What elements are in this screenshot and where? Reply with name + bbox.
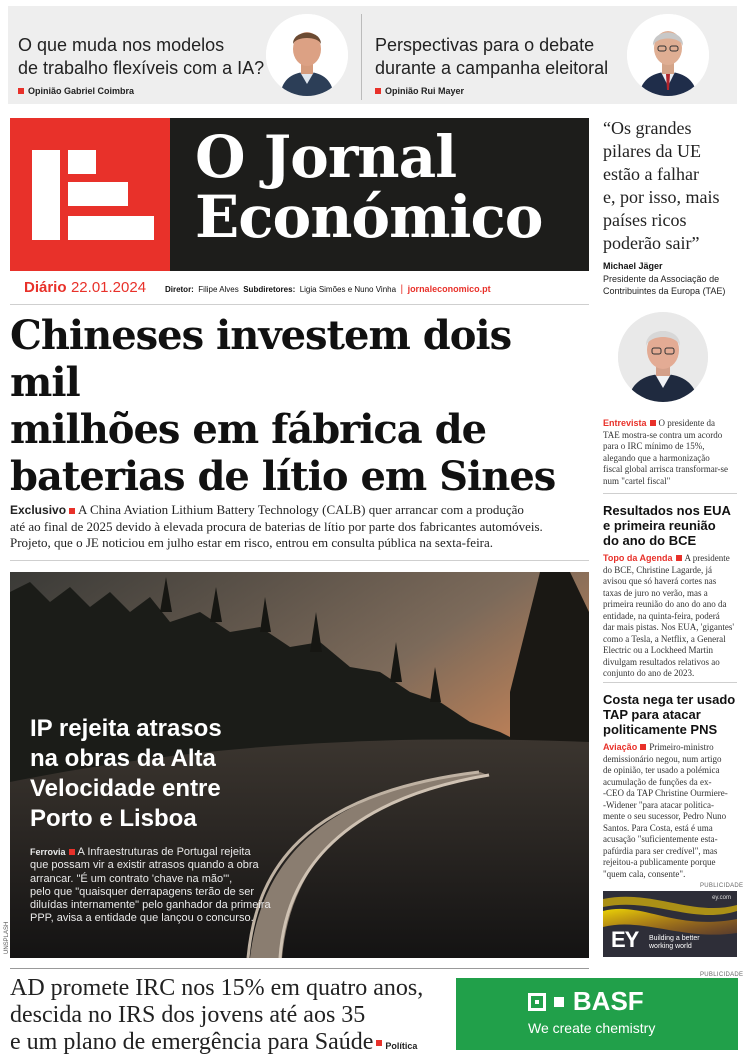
masthead-title: O Jornal Económico [195, 123, 543, 251]
opinion-divider [361, 14, 362, 100]
side-story-costa-kicker: Aviação [603, 742, 638, 752]
dateline-rule [10, 304, 589, 305]
basf-tagline: We create chemistry [528, 1020, 656, 1036]
interview-kicker: Entrevista [603, 418, 647, 428]
basf-bullet-icon [554, 997, 564, 1007]
interview-avatar [618, 312, 708, 402]
person-portrait-icon [266, 14, 348, 96]
opinion-2-byline: Opinião Rui Mayer [385, 86, 465, 96]
main-headline[interactable]: Chineses investem dois mil milhões em fábrica de baterias de lítio em Sines [10, 312, 556, 500]
main-lead: Exclusivo A China Aviation Lithium Battery Technology (CALB) quer arrancar com a produção até ao final de 2025 devido à elevada procura de baterias de lítio por parte dos fabricantes automóveis. Projeto, que o JE noticiou em julho estar em risco, entrou em consulta pública na sexta-feira. [10, 502, 543, 550]
lead-rule [10, 560, 589, 561]
opinion-2-avatar [627, 14, 709, 96]
basf-square-icon [528, 993, 546, 1011]
opinion-2[interactable] [375, 34, 625, 96]
basf-ad-label: PUBLICIDADE [700, 972, 744, 978]
website-link[interactable]: jornaleconomico.pt [407, 284, 491, 294]
photo-body: Ferrovia A Infraestruturas de Portugal rejeita que possam vir a existir atrasos quando a obra arrancar. "É um contrato 'chave na mão'", pelo que "quaisquer derrapagens terão de ser diluídas internamente" pelo ganhador da primeira PPP, avisa a entidade que lançou o concurso. [30, 846, 271, 925]
main-kicker: Exclusivo [10, 503, 67, 517]
interview-name: Michael Jäger [603, 261, 663, 271]
side-story-ecb[interactable]: Resultados nos EUA e primeira reunião do ano do BCE Topo da Agenda A presidente do BCE, Christine Lagarde, já avisou que só haverá cortes nas taxas de juro no verão, mas a primeira reunião do ano do ano da entidade, na quinta-feira, poderá dar mais pistas. Nos EUA, 'gigantes' como a Tesla, a Netflix, a General Electric ou a Lockheed Martin divulgam resultados relativos ao conjunto do ano de 2023. [603, 503, 734, 678]
ey-tagline: Building a better working world [649, 935, 700, 950]
ey-ad[interactable] [603, 891, 737, 957]
basf-logo: BASF [528, 986, 644, 1016]
bottom-headline[interactable]: AD promete IRC nos 15% em quatro anos, descida no IRS dos jovens até aos 35 e um plano de emergência para Saúde Política [10, 975, 424, 1055]
photo-kicker: Ferrovia [30, 847, 66, 857]
opinion-2-headline: Perspectivas para o debate durante a campanha eleitoral [375, 35, 609, 78]
bottom-rule [10, 968, 589, 969]
side-rule-1 [603, 493, 737, 494]
director-name: Filipe Alves [198, 285, 239, 294]
photo-credit: UNSPLASH [4, 921, 10, 954]
dateline: Diário 22.01.2024 Diretor: Filipe Alves Subdiretores: Ligia Simões e Nuno Vinha | jornaleconomico.pt [24, 279, 491, 296]
ey-site: ey.com [712, 895, 731, 901]
opinion-1-headline: O que muda nos modelos de trabalho flexíveis com a IA? [18, 35, 265, 78]
ey-logo: EY [611, 927, 639, 952]
ey-ad-label: PUBLICIDADE [700, 883, 744, 889]
opinion-1-byline: Opinião Gabriel Coimbra [28, 86, 135, 96]
je-logo [10, 118, 170, 271]
person-portrait-icon [627, 14, 709, 96]
subdirectors-label: Subdiretores: [243, 285, 296, 294]
bottom-section: Política [385, 1041, 418, 1051]
side-story-costa[interactable]: Costa nega ter usado TAP para atacar politicamente PNS Aviação Primeiro-ministro demissionário negou, num artigo de opinião, ter usado a polémica acumulação de funções da ex- -CEO da TAP Christine Ourmiere- -Widener "para atacar politica- mente o seu sucessor, Pedro Nuno Santos. Para Costa, está é uma acusação "suficientemente esta- pafúrdia para ser credível", mas rejeitou-a publicamente porque "quem cala, consente". [603, 692, 736, 879]
person-portrait-icon [618, 312, 708, 402]
edition-date: 22.01.2024 [70, 279, 147, 296]
opinion-1[interactable] [18, 34, 268, 96]
side-story-ecb-kicker: Topo da Agenda [603, 553, 673, 563]
side-rule-2 [603, 682, 737, 683]
director-label: Diretor: [164, 285, 194, 294]
photo-headline[interactable]: IP rejeita atrasos na obras da Alta Velocidade entre Porto e Lisboa [30, 715, 222, 832]
interview-quote[interactable]: “Os grandes pilares da UE estão a falhar e, por isso, mais países ricos poderão sair” Michael Jäger Presidente da Associação de Contribuintes da Europa (TAE) [603, 117, 743, 297]
edition-label: Diário [24, 279, 67, 296]
interview-summary: Entrevista O presidente da TAE mostra-se contra um acordo para o IRC mínimo de 15%, alegando que a harmonização fiscal global arrisca transformar-se num "cartel fiscal" [603, 418, 729, 486]
interview-role: Presidente da Associação de Contribuintes da Europa (TAE) [603, 274, 726, 296]
opinion-1-avatar [266, 14, 348, 96]
subdirectors-names: Ligia Simões e Nuno Vinha [299, 285, 397, 294]
basf-ad[interactable] [456, 978, 738, 1050]
